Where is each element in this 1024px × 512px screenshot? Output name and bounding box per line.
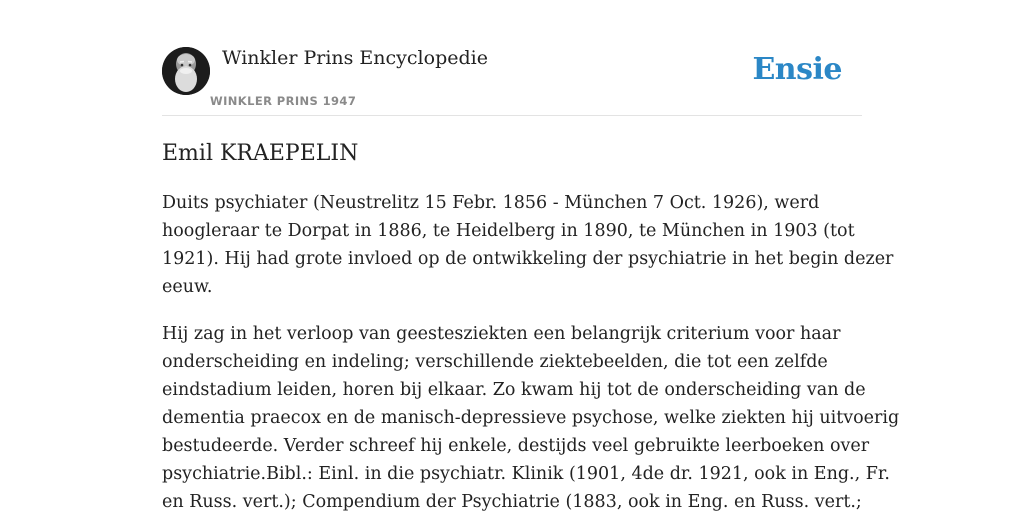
- article: [162, 138, 900, 512]
- paragraph-line: eindstadium leiden, horen bij elkaar. Zo kwam hij tot de onderscheiding van de: [162, 380, 866, 400]
- paragraph-line: Hij zag in het verloop van geestesziekten een belangrijk criterium voor haar: [162, 324, 841, 344]
- bearded-man-portrait-icon: [162, 47, 210, 95]
- paragraph-line: hoogleraar te Dorpat in 1886, te Heidelberg in 1890, te München in 1903 (tot: [162, 221, 855, 241]
- paragraph-line: Duits psychiater (Neustrelitz 15 Febr. 1856 - München 7 Oct. 1926), werd: [162, 193, 820, 213]
- ensie-logo[interactable]: Ensie: [752, 52, 842, 87]
- source-edition-label[interactable]: WINKLER PRINS 1947: [210, 94, 357, 108]
- header-divider: [162, 115, 862, 116]
- article-paragraph-2: [162, 320, 900, 512]
- article-title: Emil KRAEPELIN: [162, 141, 359, 166]
- paragraph-line: eeuw.: [162, 277, 213, 297]
- paragraph-line: psychiatrie.Bibl.: Einl. in die psychiatr. Klinik (1901, 4de dr. 1921, ook in Eng., Fr.: [162, 464, 890, 484]
- paragraph-line: dementia praecox en de manisch-depressieve psychose, welke ziekten hij uitvoerig: [162, 408, 900, 428]
- source-title[interactable]: Winkler Prins Encyclopedie: [222, 47, 488, 69]
- paragraph-line: onderscheiding en indeling; verschillende ziektebeelden, die tot een zelfde: [162, 352, 828, 372]
- article-paragraph-1: [162, 189, 894, 301]
- paragraph-line: en Russ. vert.); Compendium der Psychiatrie (1883, ook in Eng. en Russ. vert.;: [162, 492, 862, 512]
- source-avatar[interactable]: [162, 47, 210, 95]
- paragraph-line: bestudeerde. Verder schreef hij enkele, destijds veel gebruikte leerboeken over: [162, 436, 870, 456]
- source-header: [162, 0, 862, 116]
- paragraph-line: 1921). Hij had grote invloed op de ontwikkeling der psychiatrie in het begin dezer: [162, 249, 894, 269]
